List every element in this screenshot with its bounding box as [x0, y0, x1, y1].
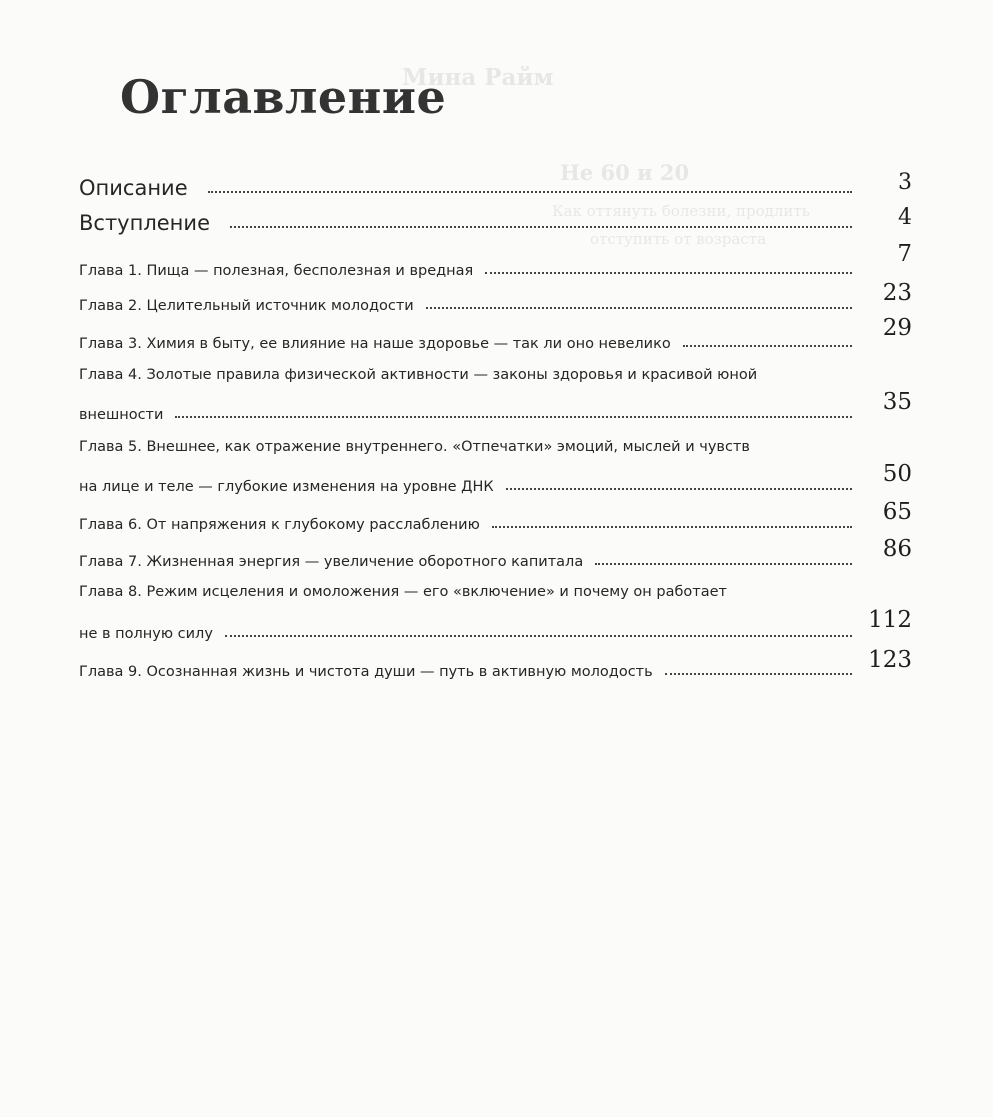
toc-entry-label: Глава 6. От напряжения к глубокому расслаблению — [79, 517, 480, 533]
toc-entry-page-number: 7 — [897, 241, 912, 267]
toc-entry-label: Описание — [79, 176, 188, 200]
dot-leader — [230, 226, 852, 228]
dot-leader — [426, 307, 852, 309]
bleed-through-text: Мина Райм — [402, 64, 554, 91]
dot-leader — [506, 488, 852, 490]
toc-entry-page-number: 86 — [882, 536, 912, 562]
dot-leader — [683, 345, 852, 347]
toc-title: Оглавление — [120, 70, 447, 124]
toc-entry-label: Вступление — [79, 211, 210, 235]
toc-entry-page-number: 50 — [882, 461, 912, 487]
bleed-through-text: Как оттянуть болезни, продлить — [552, 202, 810, 220]
toc-entry-label-line1: Глава 8. Режим исцеления и омоложения — его «включение» и почему он работает — [79, 584, 727, 600]
dot-leader — [665, 673, 852, 675]
toc-entry-label: Глава 9. Осознанная жизнь и чистота души — путь в активную молодость — [79, 664, 653, 680]
bleed-through-text: отступить от возраста — [590, 230, 767, 248]
toc-entry-page-number: 123 — [868, 647, 912, 673]
toc-entry-label: Глава 3. Химия в быту, ее влияние на наше здоровье — так ли оно невелико — [79, 336, 671, 352]
toc-entry-page-number: 23 — [882, 280, 912, 306]
dot-leader — [208, 191, 852, 193]
toc-entry-label: Глава 2. Целительный источник молодости — [79, 298, 414, 314]
toc-entry-label-line2: на лице и теле — глубокие изменения на уровне ДНК — [79, 479, 494, 495]
toc-entry-page-number: 35 — [882, 389, 912, 415]
dot-leader — [492, 526, 852, 528]
dot-leader — [595, 563, 852, 565]
toc-entry-label: Глава 7. Жизненная энергия — увеличение оборотного капитала — [79, 554, 584, 570]
toc-entry-label-line1: Глава 5. Внешнее, как отражение внутреннего. «Отпечатки» эмоций, мыслей и чувств — [79, 439, 750, 455]
bleed-through-text: Не 60 и 20 — [560, 160, 690, 185]
dot-leader — [225, 635, 852, 637]
dot-leader — [485, 272, 852, 274]
toc-entry-page-number: 65 — [882, 499, 912, 525]
toc-entry-page-number: 4 — [898, 205, 912, 230]
dot-leader — [175, 416, 852, 418]
toc-entry-page-number: 3 — [898, 170, 912, 195]
toc-entry-label-line2: не в полную силу — [79, 626, 213, 642]
toc-entry-page-number: 29 — [882, 315, 912, 341]
toc-entry-label: Глава 1. Пища — полезная, бесполезная и вредная — [79, 263, 474, 279]
toc-entry-label-line1: Глава 4. Золотые правила физической активности — законы здоровья и красивой юной — [79, 367, 758, 383]
toc-entry-label-line2: внешности — [79, 407, 164, 423]
toc-entry-page-number: 112 — [868, 607, 912, 633]
